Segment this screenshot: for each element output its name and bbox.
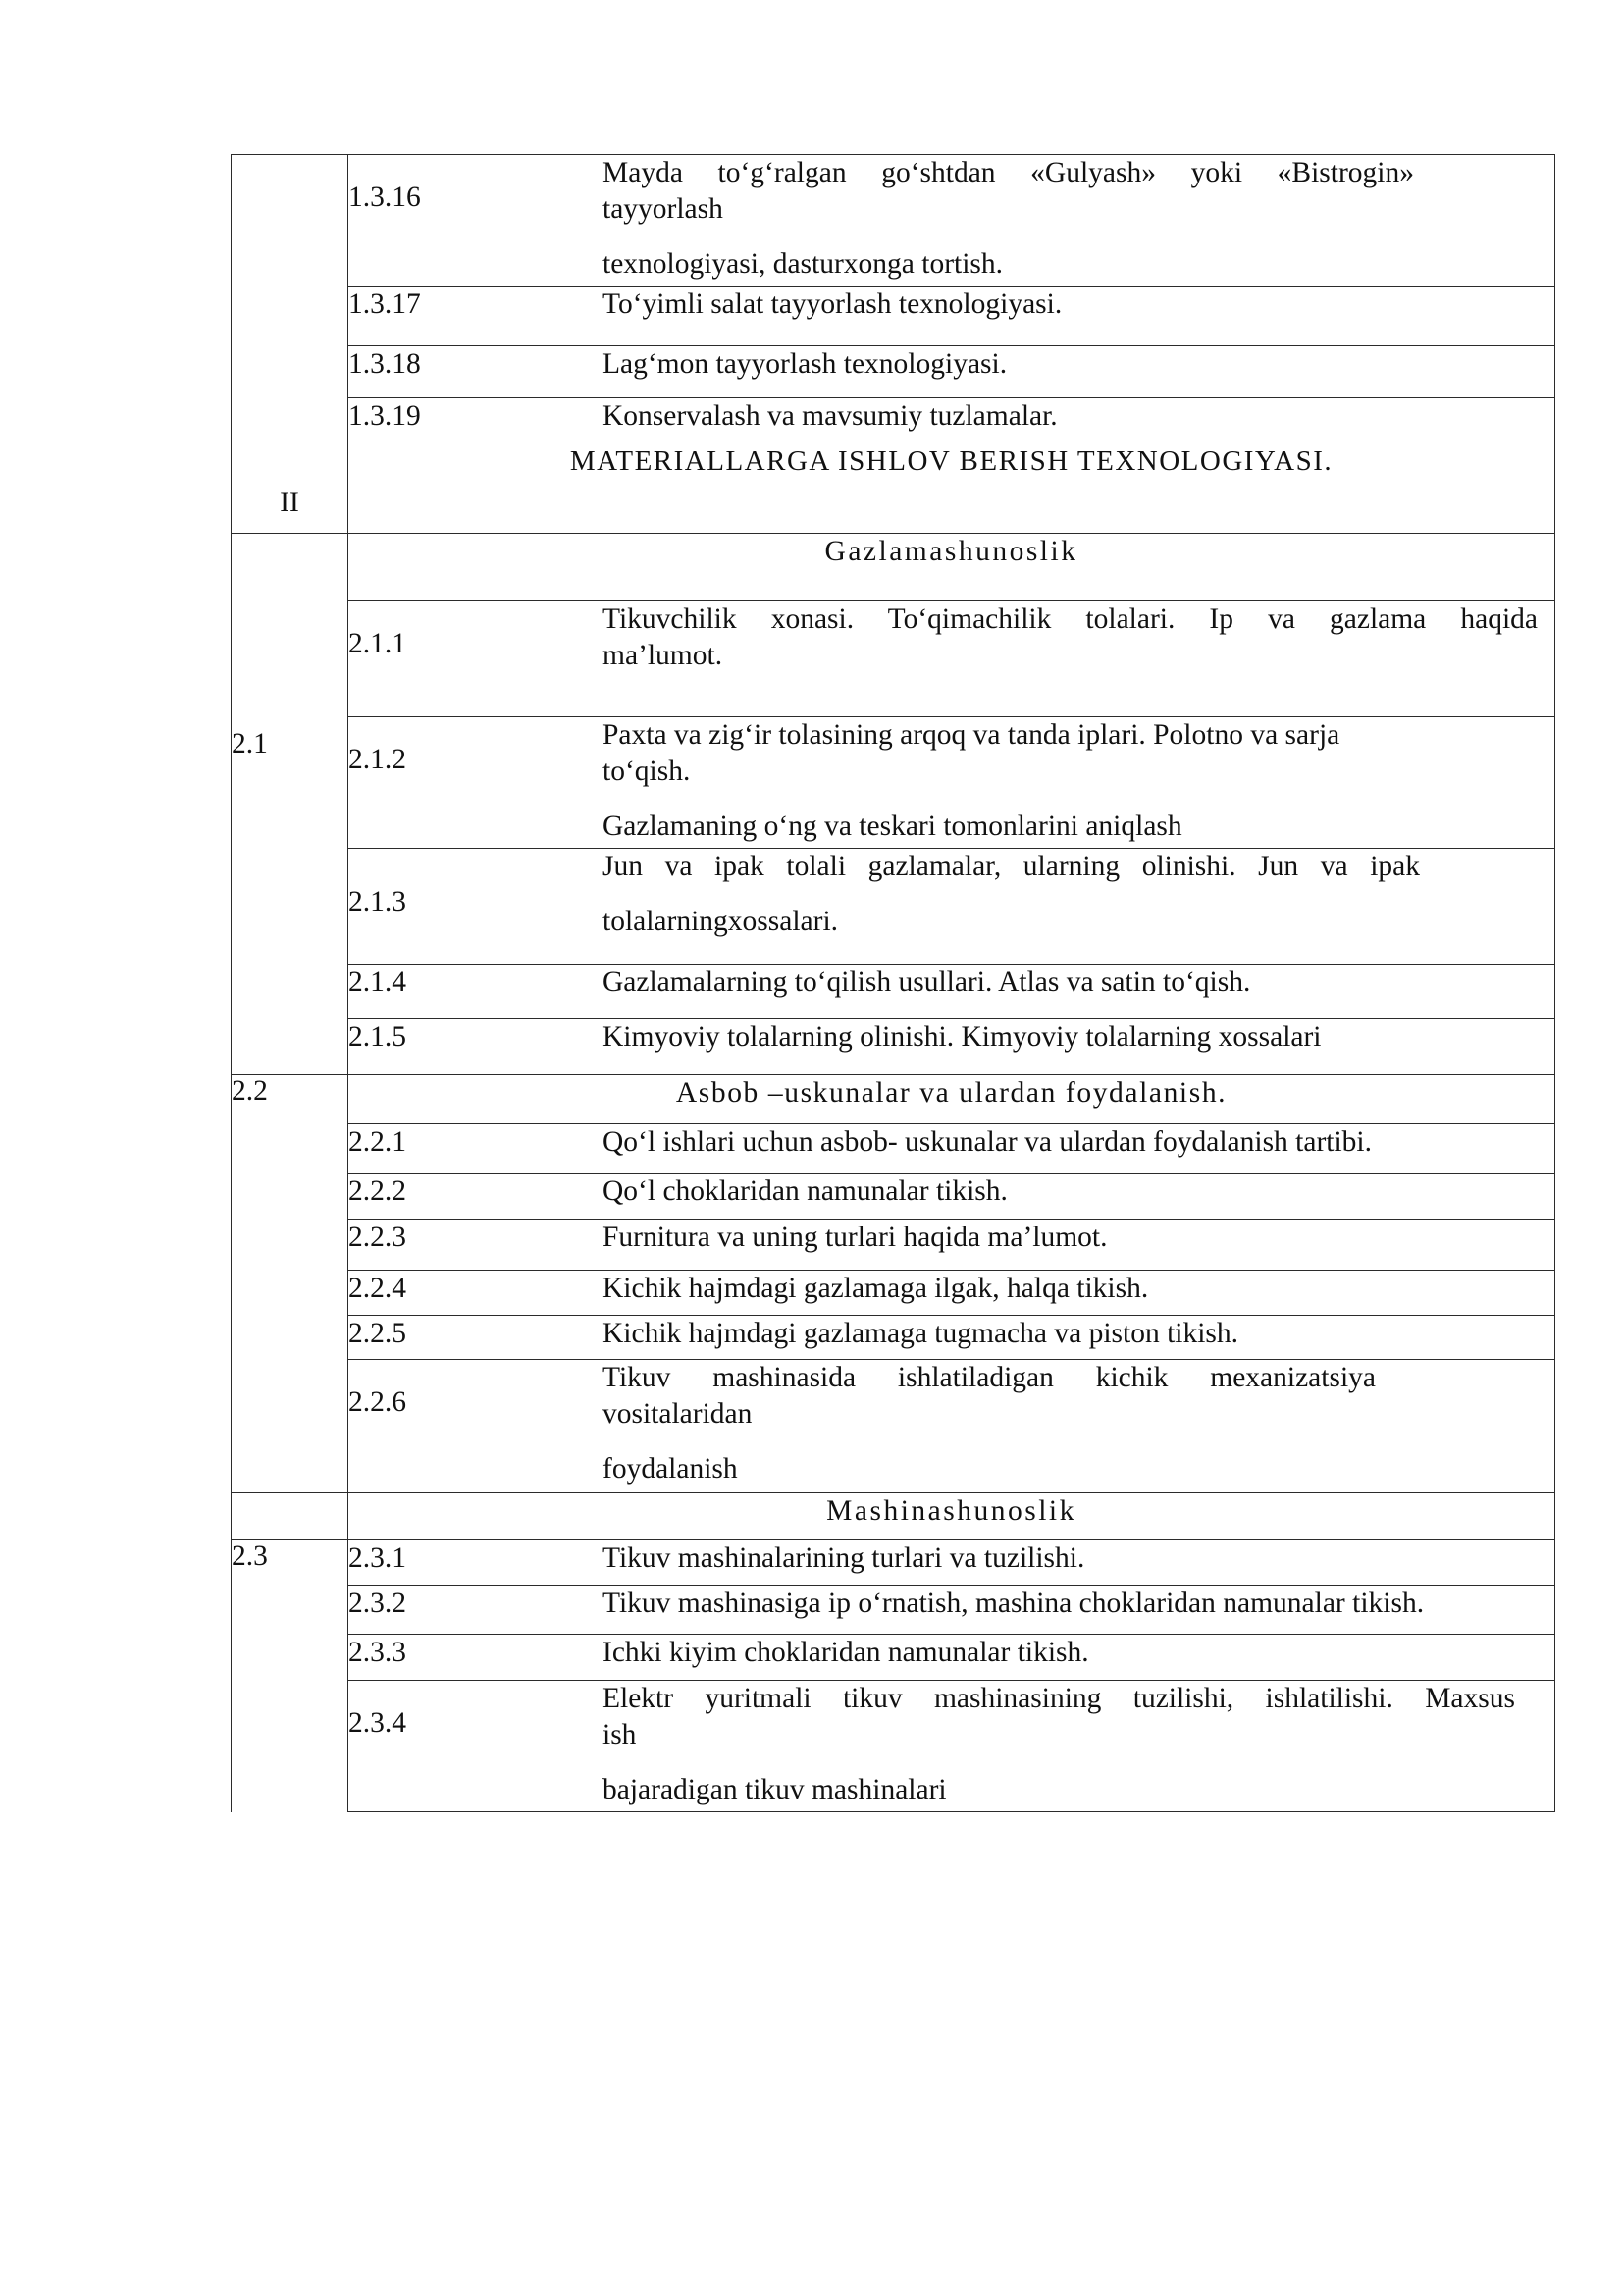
description-line: Mayda to‘g‘ralgan go‘shtdan «Gulyash» yoki «Bistrogin»	[602, 157, 1414, 188]
section-title: Mashinashunoslik	[348, 1493, 1555, 1540]
row-description	[602, 1271, 1555, 1316]
table-row	[232, 1124, 1555, 1174]
curriculum-table	[231, 154, 1555, 1812]
section-header-row	[232, 1493, 1555, 1540]
description-line: Gazlamaning o‘ng va teskari tomonlarini aniqlash	[602, 810, 1182, 842]
section-number: 2.3	[232, 1540, 348, 1812]
table-row	[232, 1271, 1555, 1316]
section-number-cell	[232, 155, 348, 443]
description-line: Tikuvchilik xonasi. To‘qimachilik tolalari. Ip va gazlama haqida	[602, 603, 1538, 635]
description-line: Furnitura va uning turlari haqida ma’lumot.	[602, 1222, 1108, 1253]
table-row	[232, 1316, 1555, 1360]
row-description	[602, 1681, 1555, 1812]
row-number: 2.3.3	[348, 1635, 602, 1681]
description-line: Jun va ipak tolali gazlamalar, ularning olinishi. Jun va ipak	[602, 851, 1420, 882]
section-number: 2.1	[232, 534, 348, 1075]
table-row	[232, 1019, 1555, 1075]
row-number: 2.1.5	[348, 1019, 602, 1075]
section-header-row	[232, 1075, 1555, 1124]
table-row	[232, 287, 1555, 346]
row-description	[602, 155, 1555, 287]
description-line: vositalaridan	[602, 1398, 753, 1430]
table-row	[232, 601, 1555, 717]
row-number: 2.2.4	[348, 1271, 602, 1316]
row-number: 2.3.4	[348, 1681, 602, 1812]
table-row	[232, 1635, 1555, 1681]
row-number: 1.3.18	[348, 346, 602, 398]
description-line: texnologiyasi, dasturxonga tortish.	[602, 248, 1004, 280]
row-number: 2.2.6	[348, 1360, 602, 1493]
row-description	[602, 1540, 1555, 1586]
description-line: tayyorlash	[602, 193, 723, 225]
row-description	[602, 601, 1555, 717]
description-line: Konservalash va mavsumiy tuzlamalar.	[602, 400, 1058, 432]
row-number: 1.3.17	[348, 287, 602, 346]
part-number: II	[232, 443, 348, 534]
row-number: 2.1.2	[348, 717, 602, 849]
table-row	[232, 1360, 1555, 1493]
table-row	[232, 346, 1555, 398]
row-description	[602, 398, 1555, 443]
row-number: 2.3.1	[348, 1540, 602, 1586]
row-number: 2.2.2	[348, 1174, 602, 1220]
row-number: 2.2.3	[348, 1220, 602, 1271]
description-line: ma’lumot.	[602, 640, 723, 671]
description-line: Elektr yuritmali tikuv mashinasining tuzilishi, ishlatilishi. Maxsus	[602, 1683, 1515, 1714]
row-description	[602, 1635, 1555, 1681]
part-header-row	[232, 443, 1555, 534]
row-number: 2.3.2	[348, 1586, 602, 1635]
table-row	[232, 1586, 1555, 1635]
row-description	[602, 965, 1555, 1019]
row-description	[602, 1360, 1555, 1493]
row-description	[602, 287, 1555, 346]
description-line: to‘qish.	[602, 756, 691, 787]
description-line: Kichik hajmdagi gazlamaga ilgak, halqa tikish.	[602, 1273, 1149, 1304]
description-line: tolalarningxossalari.	[602, 906, 839, 937]
description-line: Gazlamalarning to‘qilish usullari. Atlas va satin to‘qish.	[602, 966, 1251, 998]
row-description	[602, 1316, 1555, 1360]
section-title: Asbob –uskunalar va ulardan foydalanish.	[348, 1075, 1555, 1124]
description-line: Tikuv mashinasiga ip o‘rnatish, mashina choklaridan namunalar tikish.	[602, 1588, 1425, 1619]
description-line: Kichik hajmdagi gazlamaga tugmacha va piston tikish.	[602, 1318, 1239, 1349]
table-row	[232, 1174, 1555, 1220]
description-line: ish	[602, 1719, 637, 1750]
description-line: Paxta va zig‘ir tolasining arqoq va tanda iplari. Polotno va sarja	[602, 719, 1340, 751]
row-description	[602, 1124, 1555, 1174]
row-description	[602, 1019, 1555, 1075]
section-number: 2.2	[232, 1075, 348, 1493]
section-header-row	[232, 534, 1555, 601]
description-line: Qo‘l ishlari uchun asbob- uskunalar va ulardan foydalanish tartibi.	[602, 1126, 1372, 1158]
description-line: Ichki kiyim choklaridan namunalar tikish.	[602, 1637, 1089, 1668]
row-number: 2.1.1	[348, 601, 602, 717]
row-description	[602, 1220, 1555, 1271]
row-number: 1.3.19	[348, 398, 602, 443]
row-description	[602, 849, 1555, 965]
table-row	[232, 1681, 1555, 1812]
description-line: foydalanish	[602, 1453, 738, 1485]
row-number: 2.2.1	[348, 1124, 602, 1174]
description-line: Tikuv mashinasida ishlatiladigan kichik mexanizatsiya	[602, 1362, 1376, 1393]
row-description	[602, 1586, 1555, 1635]
row-number: 2.1.3	[348, 849, 602, 965]
description-line: bajaradigan tikuv mashinalari	[602, 1774, 947, 1805]
section-title: Gazlamashunoslik	[348, 534, 1555, 601]
table-row	[232, 398, 1555, 443]
description-line: Qo‘l choklaridan namunalar tikish.	[602, 1175, 1008, 1207]
row-number: 2.1.4	[348, 965, 602, 1019]
table-row	[232, 1540, 1555, 1586]
table-row	[232, 717, 1555, 849]
description-line: To‘yimli salat tayyorlash texnologiyasi.	[602, 288, 1063, 320]
description-line: Lag‘mon tayyorlash texnologiyasi.	[602, 348, 1008, 380]
table-row	[232, 155, 1555, 287]
table-row	[232, 1220, 1555, 1271]
description-line: Kimyoviy tolalarning olinishi. Kimyoviy tolalarning xossalari	[602, 1021, 1322, 1053]
row-number: 1.3.16	[348, 155, 602, 287]
table-row	[232, 849, 1555, 965]
row-description	[602, 1174, 1555, 1220]
part-title: MATERIALLARGA ISHLOV BERISH TEXNOLOGIYASI.	[348, 443, 1555, 534]
row-description	[602, 717, 1555, 849]
row-number: 2.2.5	[348, 1316, 602, 1360]
row-description	[602, 346, 1555, 398]
table-row	[232, 965, 1555, 1019]
section-number-cell	[232, 1493, 348, 1540]
description-line: Tikuv mashinalarining turlari va tuzilishi.	[602, 1542, 1085, 1574]
